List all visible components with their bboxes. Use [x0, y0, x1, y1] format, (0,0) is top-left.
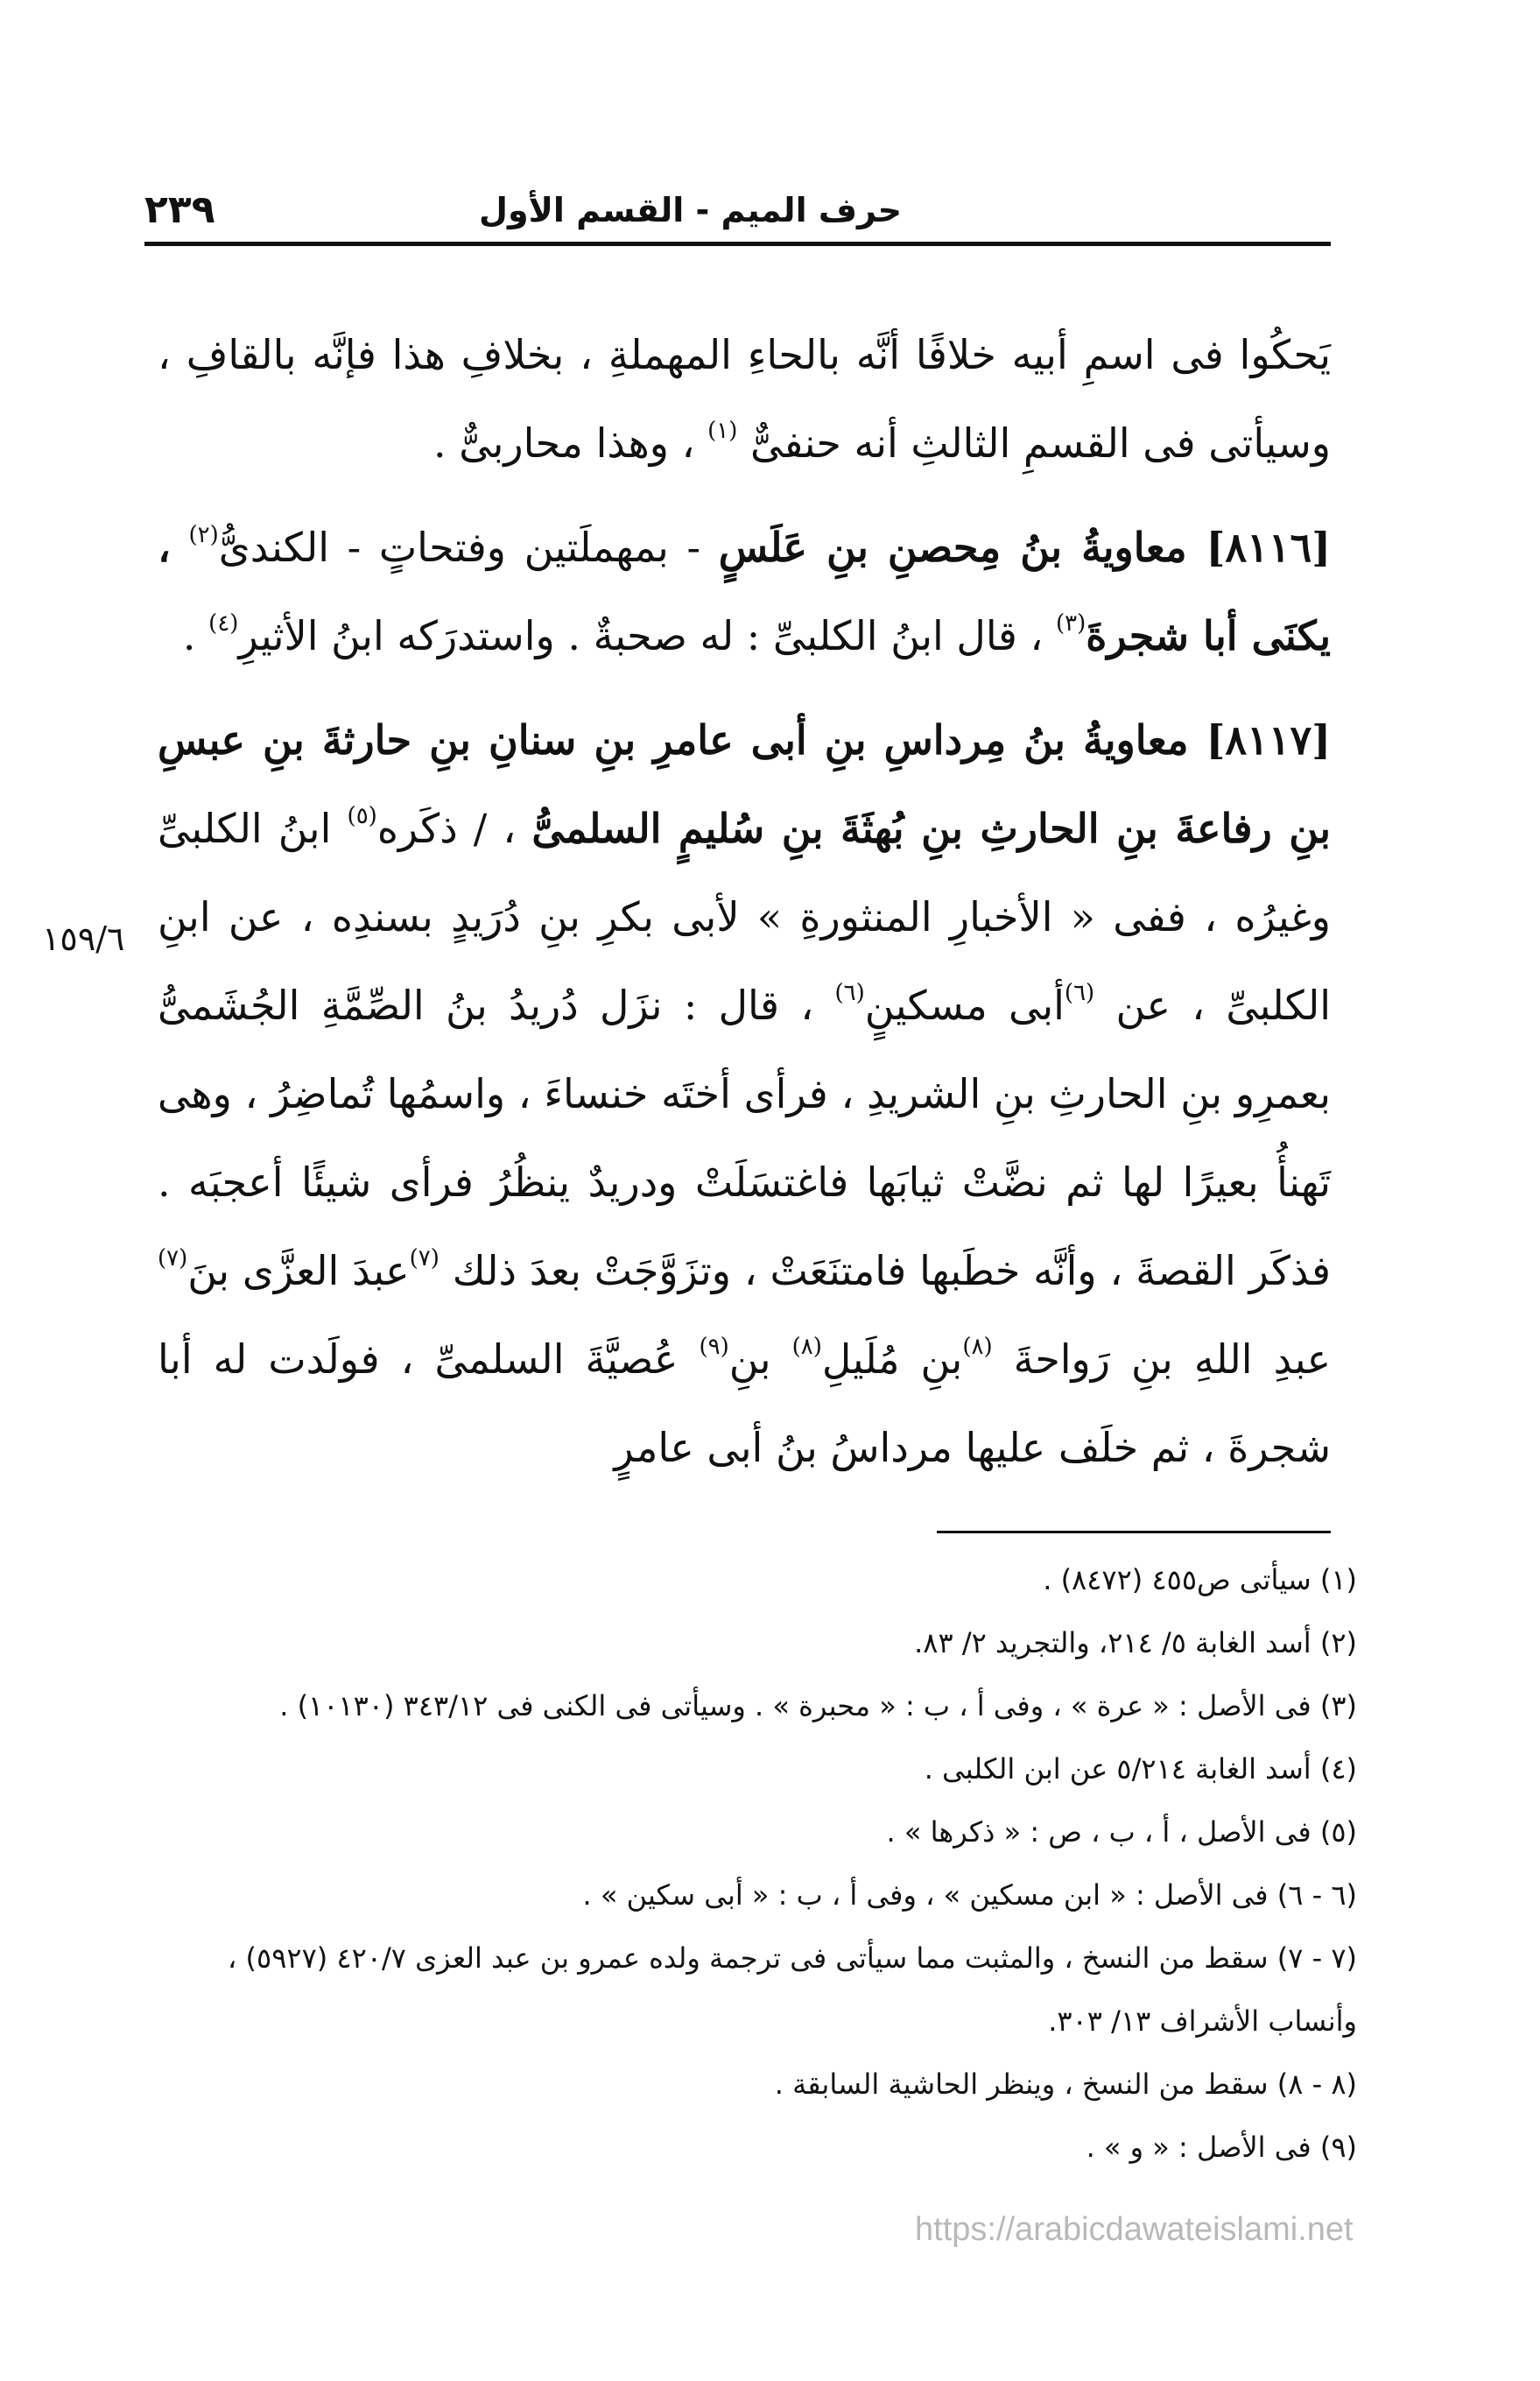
footnote-ref-7a[interactable]: (٧): [409, 1245, 439, 1272]
margin-reference: ١٥٩/٦: [42, 919, 125, 958]
footnote-ref-6b[interactable]: (٦): [834, 980, 865, 1006]
footnotes-rule: [937, 1531, 1331, 1533]
footnote-7: (٧ - ٧) سقط من النسخ ، والمثبت مما سيأتى فى ترجمة ولده عمرو بن عبد العزى ٤٢٠/٧ (٥٩٢٧) ، وأنساب الأشراف ١٣/ ٣٠٣.: [228, 1941, 1357, 2038]
footnote-ref-6a[interactable]: (٦): [1064, 980, 1095, 1006]
entry-8117-t6: عبدِ اللهِ بنِ رَواحةَ: [1013, 1335, 1332, 1383]
footnote-4: (٤) أسد الغابة ٥/٢١٤ عن ابن الكلبى .: [924, 1752, 1357, 1786]
page-number: ٢٣٩: [144, 187, 215, 232]
entry-8117-head: [٨١١٧] معاويةُ بنُ مِرداسِ بنِ أبى عامرِ بنِ سنانِ بنِ حارثةَ بنِ عبسِ بنِ رفاعةَ بنِ الحارثِ بنِ بُهثَةَ بنِ سُليمٍ السلمىُّ: [158, 716, 1332, 852]
footnote-ref-2[interactable]: (٢): [188, 522, 219, 548]
entry-8117: [158, 696, 1331, 1492]
footnote-6: (٦ - ٦) فى الأصل : « ابن مسكين » ، وفى أ ، ب : « أبى سكين » .: [582, 1878, 1357, 1912]
footnote-ref-1[interactable]: (١): [707, 418, 738, 444]
running-title: حرف الميم - القسم الأول: [479, 191, 902, 229]
footnote-9: (٩) فى الأصل : « و » .: [1086, 2131, 1357, 2164]
entry-8116-kunya: ، يكنَى أبا شجرةَ: [158, 524, 1331, 659]
header-rule: [144, 242, 1331, 246]
continuation-text: يَحكُوا فى اسمِ أبيه خلافًا أنَّه بالحاءِ المهملةِ ، بخلافِ هذا فإنَّه بالقافِ ، وسيأتى فى القسمِ الثالثِ أنه حنفىٌّ: [158, 331, 1331, 467]
footnote-2: (٢) أسد الغابة ٥/ ٢١٤، والتجريد ٢/ ٨٣.: [914, 1626, 1357, 1659]
watermark-url: https://arabicdawateislami.net: [915, 2211, 1354, 2248]
entry-8117-t7: بنِ مُلَيلِ: [821, 1335, 963, 1383]
footnote-8: (٨ - ٨) سقط من النسخ ، وينظر الحاشية السابقة .: [774, 2068, 1357, 2101]
footnote-ref-9[interactable]: (٩): [699, 1334, 729, 1360]
entry-8116-text1: - بمهملَتين وفتحاتٍ - الكندىُّ: [218, 524, 701, 571]
footnote-ref-5[interactable]: (٥): [347, 803, 377, 829]
entry-8116-end: .: [182, 612, 196, 659]
entry-8116: [158, 504, 1331, 680]
footnote-ref-8b[interactable]: (٨): [791, 1334, 822, 1360]
footnotes: [158, 1548, 1357, 2179]
continuation-paragraph: [158, 311, 1331, 488]
entry-8117-t1: ، / ذكَره: [376, 805, 517, 852]
footnote-ref-7b[interactable]: (٧): [158, 1245, 188, 1272]
entry-8117-t4: ، قال : نزَل دُريدُ بنُ الصِّمَّةِ الجُشَمىُّ بعمرِو بنِ الحارثِ بنِ الشريدِ ، فرأى أختَه خنساءَ ، واسمُها تُماضِرُ ، وهى تَهنأُ بعيرًا لها ثم نضَّتْ ثيابَها فاغتسَلَتْ ودريدٌ ينظُرُ فرأى شيئًا أعجبَه . فذكَر القصةَ ، وأنَّه خطَبها فامتنَعَتْ ، وتزَوَّجَتْ بعدَ ذلك: [158, 982, 1331, 1294]
footnote-ref-4[interactable]: (٤): [208, 610, 239, 637]
footnote-ref-8a[interactable]: (٨): [962, 1334, 993, 1360]
entry-8117-t5: عبدَ العزَّى بنَ: [187, 1247, 410, 1294]
entry-8117-t8: بنِ: [728, 1335, 771, 1383]
entry-8117-t2: ابنُ الكلبىِّ وغيرُه ، ففى « الأخبارِ المنثورةِ » لأبى بكرِ بنِ دُرَيدٍ بسندِه ، عن ابنِ الكلبىِّ ، عن: [158, 805, 1331, 1029]
footnote-ref-3[interactable]: (٣): [1055, 610, 1086, 637]
entry-8117-t3: أبى مسكينٍ: [864, 982, 1065, 1029]
footnote-5: (٥) فى الأصل ، أ ، ب ، ص : « ذكرها » .: [886, 1815, 1357, 1849]
entry-8116-head: [٨١١٦] معاويةُ بنُ مِحصنِ بنِ عَلَسٍ: [718, 524, 1331, 571]
entry-8116-text3: ، قال ابنُ الكلبىِّ : له صحبةٌ . واستدرَكه ابنُ الأثيرِ: [238, 612, 1044, 659]
entry-8117-t9: عُصيَّةَ السلمىِّ ، فولَدت له أبا شجرةَ ، ثم خلَف عليها مرداسُ بنُ أبى عامرٍ: [158, 1335, 1331, 1471]
main-text: [158, 311, 1331, 1492]
footnote-3: (٣) فى الأصل : « عرة » ، وفى أ ، ب : « محبرة » . وسيأتى فى الكنى فى ٣٤٣/١٢ (١٠١٣٠) .: [279, 1689, 1357, 1722]
footnote-1: (١) سيأتى ص٤٥٥ (٨٤٧٢) .: [1043, 1563, 1357, 1596]
continuation-end: ، وهذا محاربىٌّ .: [433, 419, 695, 467]
page-header: [144, 175, 1331, 236]
